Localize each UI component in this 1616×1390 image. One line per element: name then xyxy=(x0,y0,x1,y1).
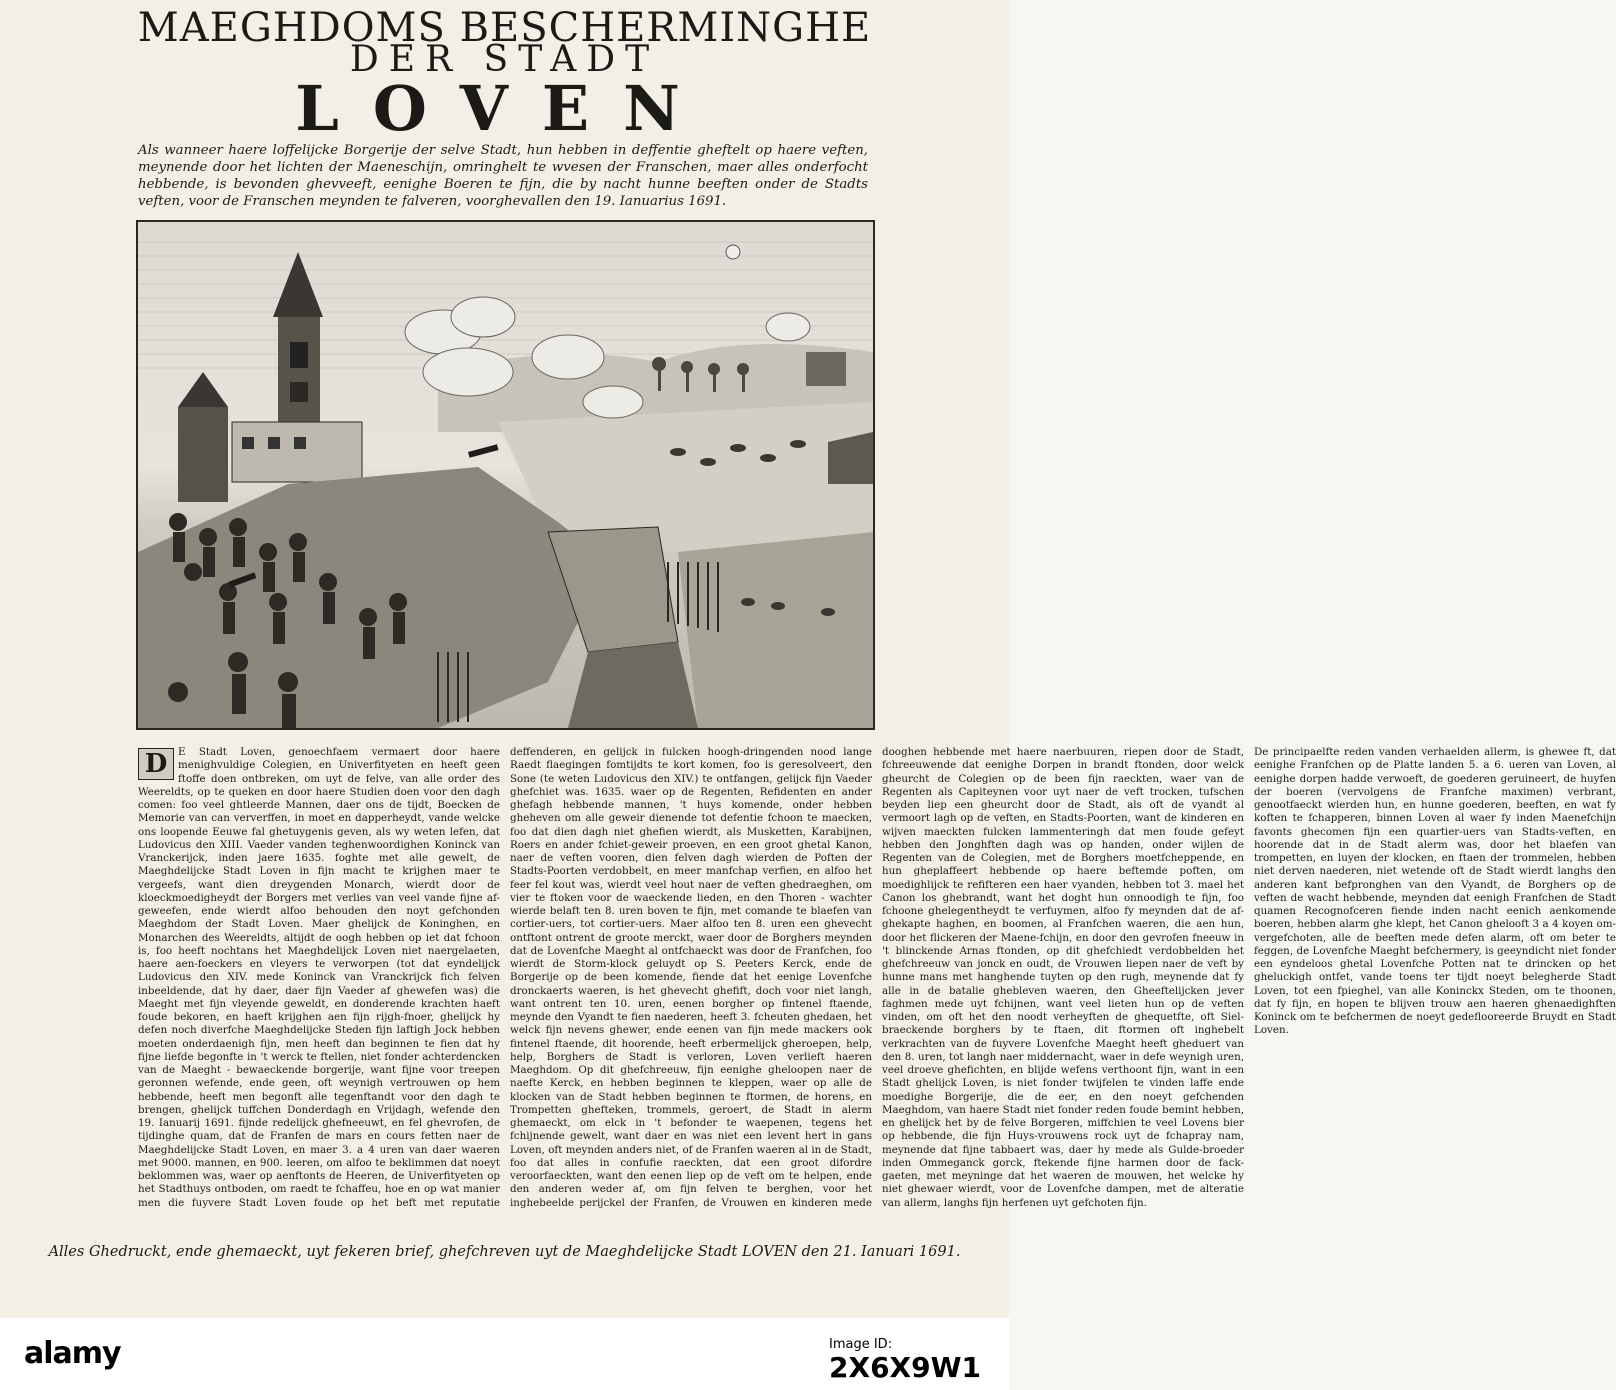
body-column-1-text: E Stadt Loven, genoechfaem vermaert door haere menighvuldige Colegien, en Univerfityeten en heeft geen ftoffe doen ontbreken, om uyt de felve, van alle order des Weereldts, op te queken en door haere Studien doen voor den dagh comen: foo veel ghtleerde Mannen, daer ons de tijdt, Boecken de Memorie van can ververffen, in moet en dapperheydt, vande welcke ons loopende Eeuwe fal ghetuygenis geven, als wy weten lefen, dat Ludovicus den XIII. Vaeder vanden teghenwoordighen Koninck van Vranckerijck, inden jaere 1635. foghte met alle gewelt, de Maeghdelijcke Stadt Loven in fijn macht te krijghen maer te vergeefs, want dien dreygenden Monarch, wierdt door de kloeckmoedigheydt der Borgers met verlies van veel vande fijne af-geweefen, ende wierdt alfoo behouden den noyt gefchonden Maeghdom der Stadt Loven. Maer ghelijck de Koninghen, en Monarchen des Weereldts, altijdt de oogh hebben op iet dat fchoon is, foo heeft nochtans het Maeghdelijck Loven niet naergelaeten, haere aen-foeckers en vleyers te verworpen (tot dat eyndelijck Ludovicus den XIV. mede Koninck van Vranckrijck fich felven inbeeldende, dat hy daer, daer fijn Vaeder af ghewefen was) die Maeght met fijn vleyende geweldt, en donderende krachten haeft foude bekoren, en haeft krijghen aen fijn rijgh-fnoer, ghelijck hy defen noch diverfche Maeghdelijcke Steden fijn laftigh Jock hebben moeten onderdaenigh fijn, men heeft dan beginnen te fien dat hy fijne liefde begonfte in 't werck te ftellen, niet fonder achterdencken van de Maeght - bewaeckende borgerije, want fijne voor treepen geronnen wefende, ende geen, oft weynigh vertrouwen op hem hebbende, heeft men begonft alle tegenftandt voor den dagh te brengen, ghelijck tuffchen Donderdagh en Vrijdagh, wefende den 19. Ianuarij 1691. fijnde redelijck ghefneeuwt, en fel ghevrofen, de tijdinghe quam, dat de Franfen de mars en cours fetten naer de Maeghdelijcke Stadt Loven, en maer 3. a 4 uren van daer waeren met 9000. mannen, en 900. leeren, om alfoo te beklimmen dat noeyt beklommen was, waer op aenftonts de Heeren, de Univerfityeten op het Stadthuys ontboden, om raedt te fchaffeu, hoe en op wat manier men die fuyvere Stadt Loven foude op het beft met reputatie deffenderen, en gelijck in fulcken hoogh-dringenden nood lange Raedt flaegingen fomtijdts te kort komen, foo is geresolveert, den Sone (te weten Ludovicus den XIV.) te ontfangen, gelijck fijn Vaeder ghefchiet was. 1635. waer op de Regenten, Refidenten en ander ghefagh hebbende mannen, 't huys komende, onder hebben gheheven om alle geweir dienende tot defentie fchoon te maecken, foo dat dien dagh niet ghefien wierdt, als Musketten, Karabijnen, Roers en ander fchiet-geweir proeven, en een groot ghetal Kanon, naer de veften vooren, dien felven dagh wierden de Poften der Stadts-Poorten verdobbelt, en meer manfchap verfien, en alfoo het feer fel kout was, wierdt veel hout naer de veften ghedraeghen, om vier te ftoken voor de waeckende lieden, en den Thoren - wachter wierde belaft ten 8. uren boven te fijn, met comande te blaefen van cortier-uers, tot cortier-uers. Maer alfoo ten 8. uren een ghevecht ontftont ontrent de groote merckt, waer door de Borghers meynden dat de Lovenfche Maeght al ontfchaeckt was door de Franfchen, foo wierdt de Storm-klock geluydt op S. Peeters Kerck, ende de Borgerije op de been komende, fiende dat het eenige Lovenfche dronckaerts waeren, is het ghevecht ghefift, doch voor niet langh, want ontrent ten 10. uren, eenen borgher op fintenel ftaende, meynde den Vyandt te fien naederen, heeft 3. fcheuten ghedaen, het welck fijn nevens ghewer, ende eenen van fijn mede mackers ook fintenel ftaende, dit hoorende, heeft erbermelijck gheroepen, help, help, Borghers de Stadt is verloren, Loven verlieft haeren Maeghdom. Op dit ghefchreeuw, fijn eenighe gheloopen naer de naefte Kerck, en hebben beginnen te kleppen, waer op alle de klocken van de Stadt hebben beginnen te ftormen, de horens, en Trompetten ghefteken, trommels, geroert, xyxy=(138,746,872,1209)
ruined-tower xyxy=(806,352,846,386)
subtitle: Als wanneer haere loffelijcke Borgerije der selve Stadt, hun hebben in deffentie gheftelt op haere veften, meynende door het lichten der Maeneschijn, omringhelt te wvesen der Franschen, maer alles onderfocht hebbende, is bevonden ghevveeft, eenighe Boeren te fijn, die by nacht hunne beeften onder de Stadts veften, voor de Franschen meynden te falveren, voorghevallen den 19. Ianuarius 1691. xyxy=(138,143,868,209)
alamy-logo: alamy xyxy=(24,1336,121,1371)
body-text xyxy=(138,746,1616,1216)
engraving-illustration xyxy=(136,220,875,730)
title-line-3: LOVEN xyxy=(295,72,714,145)
drop-cap: D xyxy=(138,748,174,780)
title-line-1: MAEGHDOMS BESCHERMINGHE xyxy=(137,5,872,51)
siege-scene-illustration xyxy=(138,222,873,728)
image-id xyxy=(829,1338,981,1384)
title-line-2: DER STADT xyxy=(349,39,660,80)
watermark-bar xyxy=(0,1318,1009,1390)
body-paragraph-1 xyxy=(138,746,1244,1216)
church-tower xyxy=(273,252,323,437)
colophon: Alles Ghedruckt, ende ghemaeckt, uyt fekeren brief, ghefchreven uyt de Maeghdelijcke Stadt LOVEN den 21. Ianuari 1691. xyxy=(48,1244,961,1260)
image-id-value: 2X6X9W1 xyxy=(829,1351,981,1384)
body-column-2-text: de Stadt in alerm ghemaeckt, om elck in 't befonder te waepenen, tegens het fchijnende gewelt, want daer en was niet een levent hert in gans Loven, oft meynden anders niet, of de Franfen waeren al in de Stadt, foo dat alles in confufie raeckten, dat een groot difordre veroorfaeckten, want den eenen liep op de veft om te helpen, ende den anderen weder af, om fijn felven te berghen, voor het inghebeelde perijckel der Franfen, de Vrouwen en kinderen mede dooghen hebbende met haere naerbuuren, riepen door de Stadt, fchreeuwende dat eenighe Dorpen in brandt ftonden, door welck gheurcht de Colegien op de been fijn raeckten, waer van de Regenten als Capiteynen voor uyt naer de veft trocken, tufschen beyden liep een gheurcht door de Stadt, als oft de vyandt al vermoort lagh op de veften, en Stadts-Poorten, want de kinderen en wijven maeckten fulcken lammenteringh dat men foude gefeyt hebben den Jonghften dagh was op handen, onder wijlen de Regenten van de Colegien, met de Borghers moetfcheppende, en hun gheplaffeert hebbende op haere beftemde poften, om moedighlijck te refifteren een haer vyanden, hebben tot 3. mael het Canon los ghebrandt, want het doght hun onnoodigh te fijn, foo fchoone ghelegentheydt te verfuymen, alfoo fy meynden dat de af-ghekapte haghen, en boomen, al Franfchen waeren, die aen hun, door het flickeren der Maene-fchijn, en door den gevrofen fneeuw in 't blinckende Arnas ftonden, op dit ghefchiedt verdobbelden het ghefchreeuw van jonck en oudt, de Vrouwen liepen naer de veft by hunne mans met hanghende tuyten op den rugh, meynende dat fy alle in de batalie ghebleven waeren, den Gheeftelijcken jever faghmen mede uyt fchijnen, want veel lieten hun op de veften vinden, om oft het den noodt verheyften de ghequetfte, oft Siel-braeckende borghers by te ftaen, dit ftormen oft inghebelt verkrachten van de fuyvere Lovenfche Maeght heeft gheduert van den 8. uren, tot langh naer middernacht, waer in defe weynigh uren, veel droeve ghefichten, en blijde wefens verthoont fijn, want in een Stadt ghelijck Loven, is niet fonder twijfelen te vinden laffe ende moedighe Borgerije, die de eer, en den noeyt gefchenden Maeghdom, van haere Stadt niet fonder reden foude bemint hebben, en ghelijck het by de felve Borgeren, miffchien te veel Lovens bier op hebbende, die fijn Huys-vrouwens rock uyt de fchapray nam, meynende dat fijne tabbaert was, daer hy mede als Gulde-broeder inden Ommeganck gorck, ftekende fijne harmen door de fack-gaeten, met meyninge dat het waeren de mouwen, het welcke hy niet ghewaer wierdt, voor de Lovenfche dampen, met de alteratie van allerm, langhs fijn herfenen uyt gefchoten fijn. xyxy=(510,746,1244,1209)
image-id-label: Image ID: xyxy=(829,1337,893,1352)
body-paragraph-2: De principaelfte reden vanden verhaelden allerm, is ghewee ft, dat eenighe Franfchen op de Platte landen 5. a 6. ueren van Loven, al eenighe dorpen hadde verwoeft, de goederen geruineert, de huyfen der boeren (vervolgens de Franfche maximen) verbrant, genootfaeckt wierden hun, en hunne goederen, beeften, en wat fy koften te fchapperen, binnen Loven al waer fy inden Maenefchijn favonts ghecomen fijn een quartier-uers van Stadts-veften, en hoorende dat in de Stadt alerm was, door het blaefen van trompetten, en luyen der klocken, en ftaen der trommelen, hebben niet derven naederen, niet wetende oft de Stadt wierdt langhs den anderen kant befpronghen van den Vyandt, de Borghers op de veften de wacht hebbende, meynden dat eenigh Franfchen de Stadt quamen Recognofceren fiende inden nacht eenich aenkomende boeren, hebben alarm ghe klept, het Canon ghelooft 3 a 4 koyen om-vergefchoten, alle de beeften mede defen alarm, oft om beter te feggen, de Lovenfche Maeght befchermery, is geeyndicht niet fonder een eyndeloos ghetal Lovenfche Potten nat te drincken op het gheluckigh ontfet, vande toens ter tijdt noeyt belegherde Stadt Loven, tot een fpieghel, van alle Koninckx Steden, om te thoonen, dat fy fijn, en hopen te blijven trouw aen haeren ghenaedighften Koninck om te befchermen de noeyt gedeflooreerde Bruydt en Stadt Loven. xyxy=(1254,746,1616,1037)
moon-icon xyxy=(726,245,740,259)
